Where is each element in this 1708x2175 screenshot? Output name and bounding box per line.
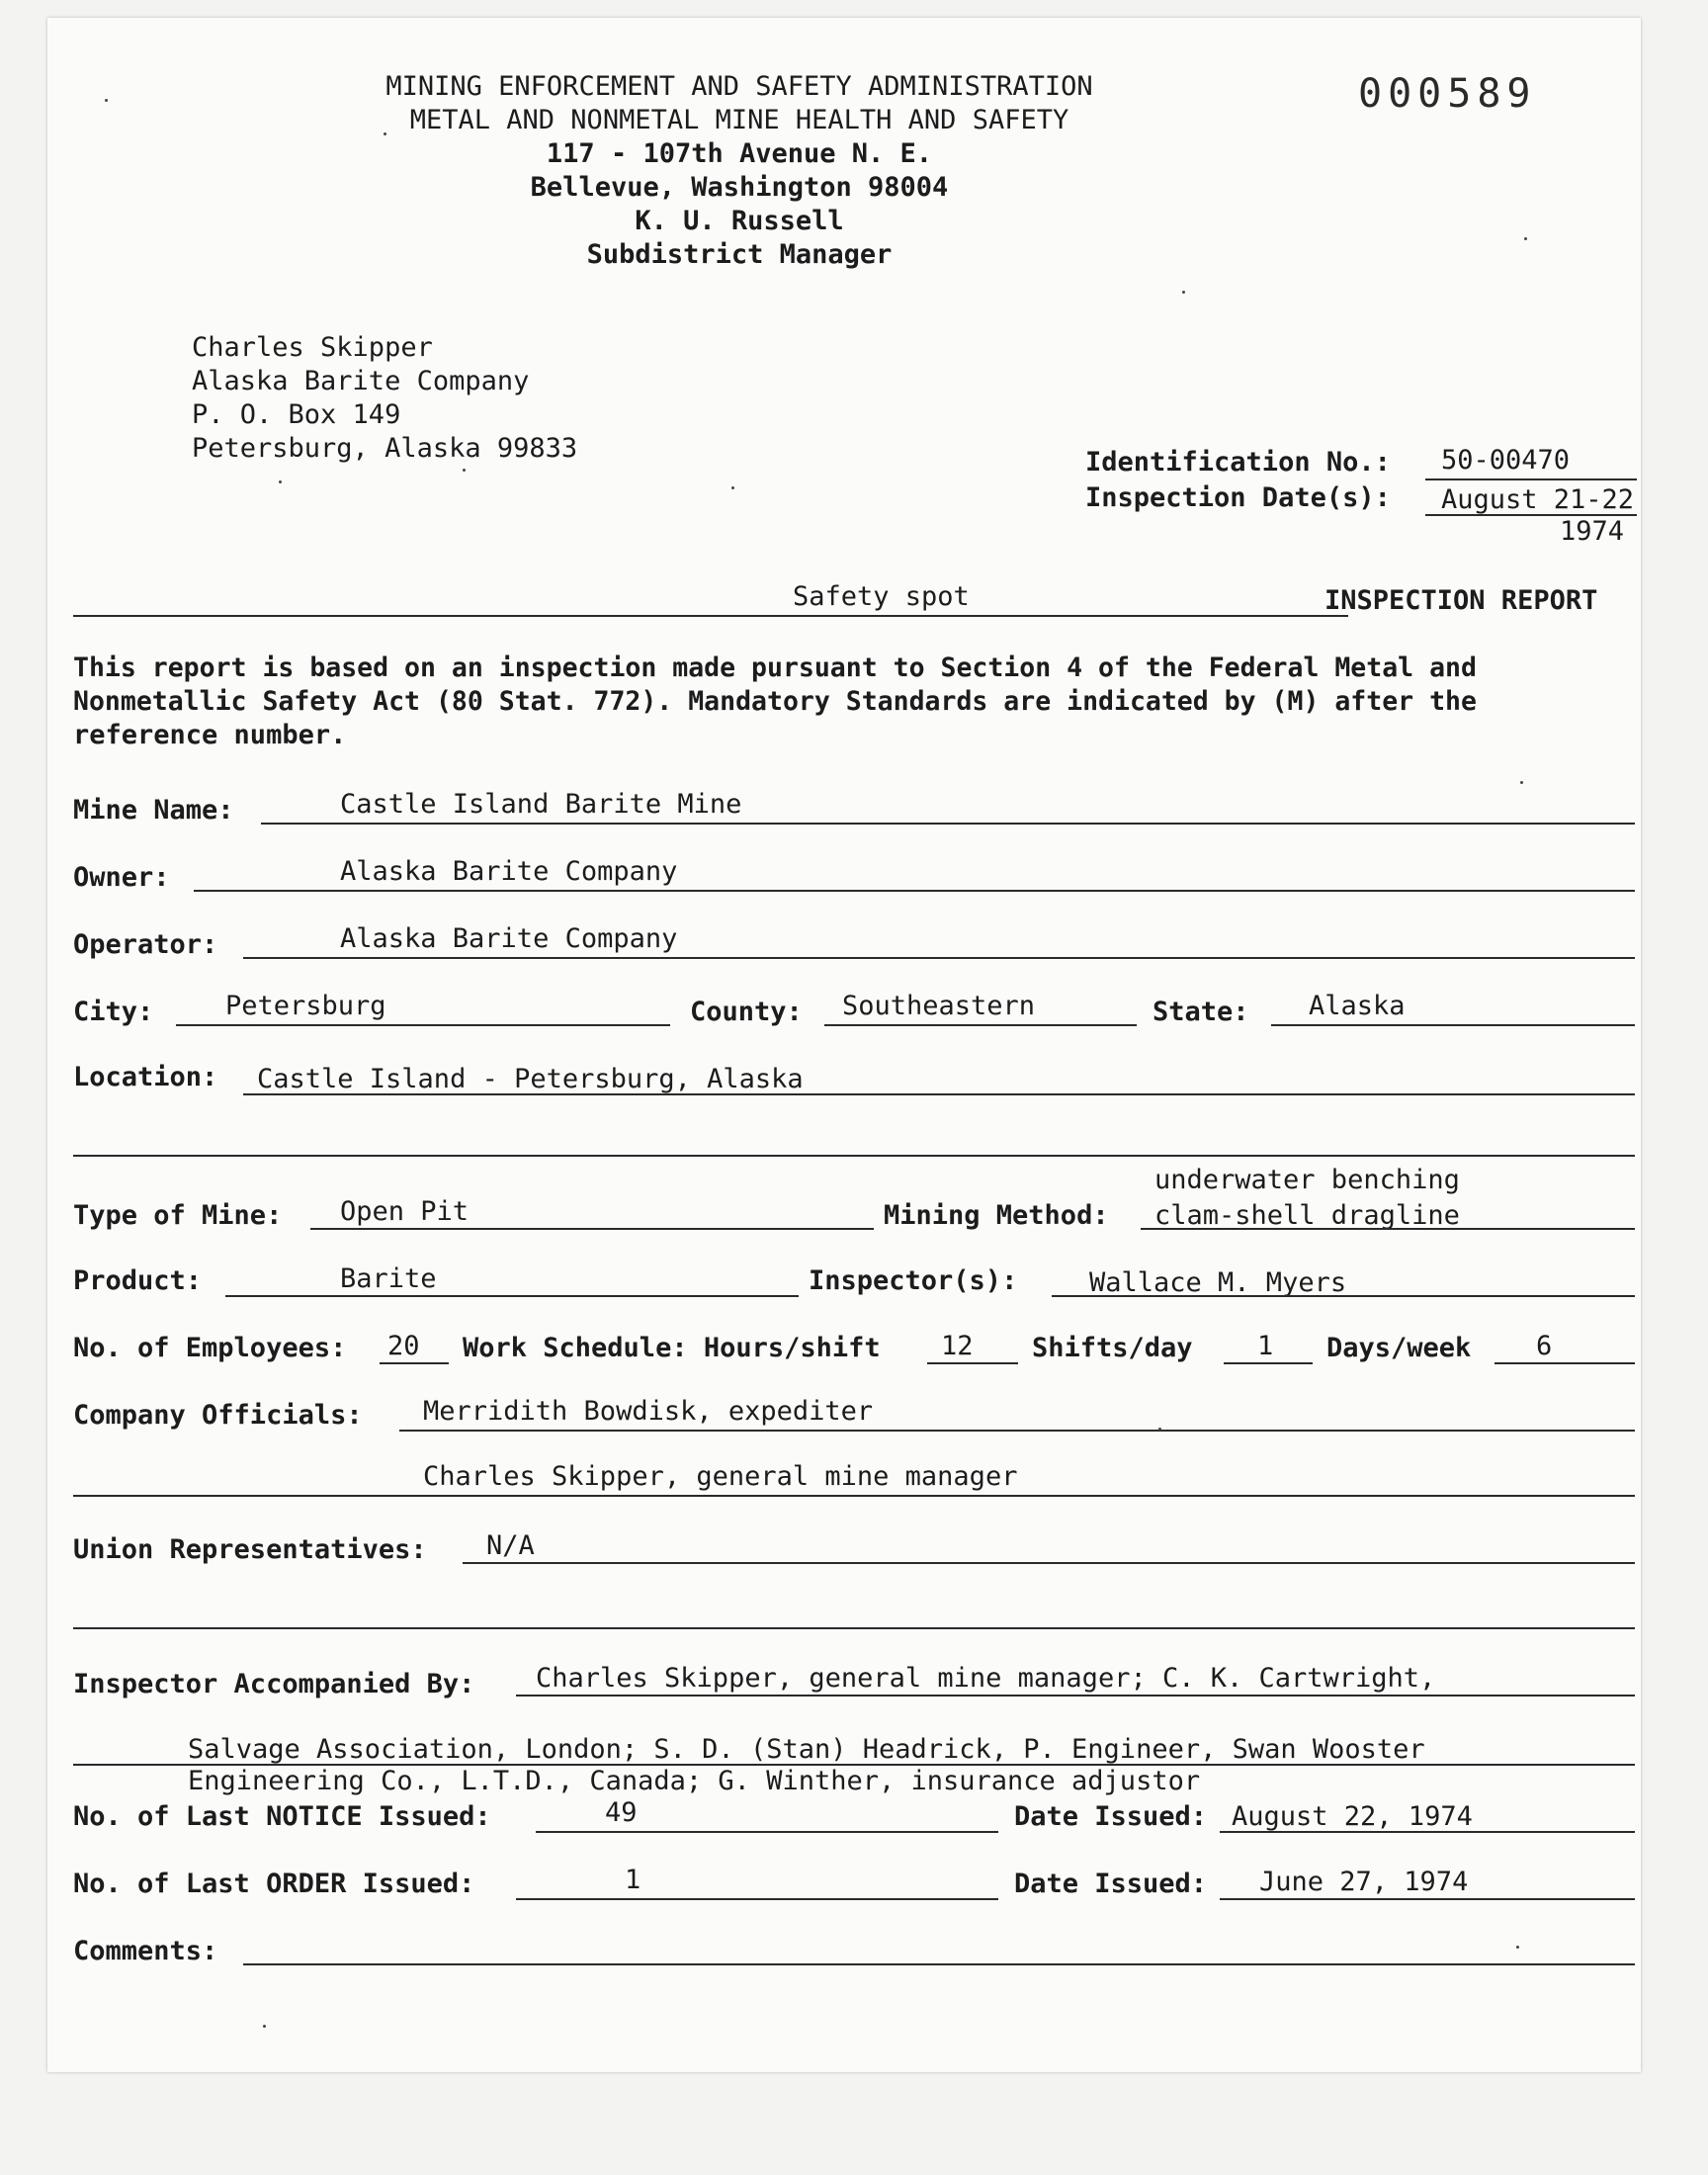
scan-speck xyxy=(1520,781,1523,784)
division-name: METAL AND NONMETAL MINE HEALTH AND SAFETY xyxy=(409,105,1069,135)
mining-method-line-1: underwater benching xyxy=(1154,1165,1460,1195)
intro-line-2: Nonmetallic Safety Act (80 Stat. 772). Mandatory Standards are indicated by (M) after the xyxy=(73,686,1477,717)
county-label: County: xyxy=(690,997,803,1027)
shifts-per-day-value: 1 xyxy=(1257,1331,1274,1361)
state-value: Alaska xyxy=(1309,991,1406,1021)
accompanied-by-line-3: Engineering Co., L.T.D., Canada; G. Winther, insurance adjustor xyxy=(188,1766,1201,1796)
scan-speck xyxy=(1182,291,1185,294)
inspector-label: Inspector(s): xyxy=(809,1265,1018,1296)
last-notice-label: No. of Last NOTICE Issued: xyxy=(73,1801,491,1832)
comments-label: Comments: xyxy=(73,1936,218,1966)
scan-speck xyxy=(1516,1946,1519,1949)
notice-date-label: Date Issued: xyxy=(1014,1801,1208,1832)
inspection-date-label: Inspection Date(s): xyxy=(1085,482,1391,513)
owner-label: Owner: xyxy=(73,862,170,893)
county-value: Southeastern xyxy=(842,991,1036,1021)
accompanied-by-label: Inspector Accompanied By: xyxy=(73,1669,475,1699)
scan-speck xyxy=(731,486,734,489)
work-schedule-label: Work Schedule: Hours/shift xyxy=(463,1333,881,1363)
union-representatives-label: Union Representatives: xyxy=(73,1534,427,1565)
owner-value: Alaska Barite Company xyxy=(340,856,678,887)
company-officials-label: Company Officials: xyxy=(73,1400,363,1431)
operator-value: Alaska Barite Company xyxy=(340,923,678,954)
employees-label: No. of Employees: xyxy=(73,1333,347,1363)
union-representatives-value: N/A xyxy=(486,1530,535,1561)
addressee-company: Alaska Barite Company xyxy=(192,366,530,396)
location-label: Location: xyxy=(73,1062,218,1092)
manager-title: Subdistrict Manager xyxy=(586,239,893,270)
state-label: State: xyxy=(1153,997,1249,1027)
days-per-week-value: 6 xyxy=(1536,1331,1553,1361)
report-type-value: Safety spot xyxy=(793,581,970,612)
last-order-value: 1 xyxy=(625,1865,641,1895)
employees-value: 20 xyxy=(387,1331,420,1361)
city-address: Bellevue, Washington 98004 xyxy=(530,172,949,203)
identification-value: 50-00470 xyxy=(1441,445,1571,476)
accompanied-by-line-2: Salvage Association, London; S. D. (Stan) Headrick, P. Engineer, Swan Wooster xyxy=(188,1734,1425,1765)
accompanied-by-line-1: Charles Skipper, general mine manager; C. K. Cartwright, xyxy=(536,1663,1436,1694)
intro-line-1: This report is based on an inspection made pursuant to Section 4 of the Federal Metal and xyxy=(73,652,1477,683)
order-date-label: Date Issued: xyxy=(1014,1869,1208,1899)
operator-label: Operator: xyxy=(73,929,218,960)
scan-speck xyxy=(105,99,108,102)
type-of-mine-label: Type of Mine: xyxy=(73,1200,283,1231)
identification-label: Identification No.: xyxy=(1085,447,1391,478)
addressee-box: P. O. Box 149 xyxy=(192,399,401,430)
intro-line-3: reference number. xyxy=(73,720,347,750)
scan-speck xyxy=(463,469,466,472)
inspector-value: Wallace M. Myers xyxy=(1089,1267,1347,1298)
scan-speck xyxy=(1524,237,1527,240)
city-label: City: xyxy=(73,997,154,1027)
mine-name-value: Castle Island Barite Mine xyxy=(340,789,742,820)
days-per-week-label: Days/week xyxy=(1326,1333,1472,1363)
shifts-per-day-label: Shifts/day xyxy=(1032,1333,1193,1363)
order-date-value: June 27, 1974 xyxy=(1259,1867,1469,1897)
scan-speck xyxy=(263,2025,266,2028)
inspection-date-value: August 21-22 xyxy=(1441,484,1635,515)
product-label: Product: xyxy=(73,1265,203,1296)
company-official-1: Merridith Bowdisk, expediter xyxy=(423,1396,874,1427)
last-order-label: No. of Last ORDER Issued: xyxy=(73,1869,475,1899)
hours-per-shift-value: 12 xyxy=(941,1331,974,1361)
city-value: Petersburg xyxy=(225,991,386,1021)
addressee-name: Charles Skipper xyxy=(192,332,433,363)
manager-name: K. U. Russell xyxy=(635,206,844,236)
inspection-year: 1974 xyxy=(1560,516,1625,547)
inspection-report-page xyxy=(47,18,1641,2072)
addressee-city: Petersburg, Alaska 99833 xyxy=(192,433,578,464)
document-number: 000589 xyxy=(1358,71,1537,117)
notice-date-value: August 22, 1974 xyxy=(1232,1801,1473,1832)
product-value: Barite xyxy=(340,1263,437,1294)
location-value: Castle Island - Petersburg, Alaska xyxy=(257,1064,804,1094)
company-official-2: Charles Skipper, general mine manager xyxy=(423,1461,1018,1492)
last-notice-value: 49 xyxy=(605,1797,638,1828)
mining-method-line-2: clam-shell dragline xyxy=(1154,1200,1460,1231)
agency-name: MINING ENFORCEMENT AND SAFETY ADMINISTRATION xyxy=(385,71,1093,102)
scan-speck xyxy=(1158,1428,1161,1431)
mining-method-label: Mining Method: xyxy=(884,1200,1109,1231)
scan-speck xyxy=(279,480,282,483)
street-address: 117 - 107th Avenue N. E. xyxy=(546,138,933,169)
mine-name-label: Mine Name: xyxy=(73,795,234,826)
type-of-mine-value: Open Pit xyxy=(340,1196,470,1227)
report-type-label: INSPECTION REPORT xyxy=(1324,585,1598,616)
scan-speck xyxy=(384,132,386,135)
